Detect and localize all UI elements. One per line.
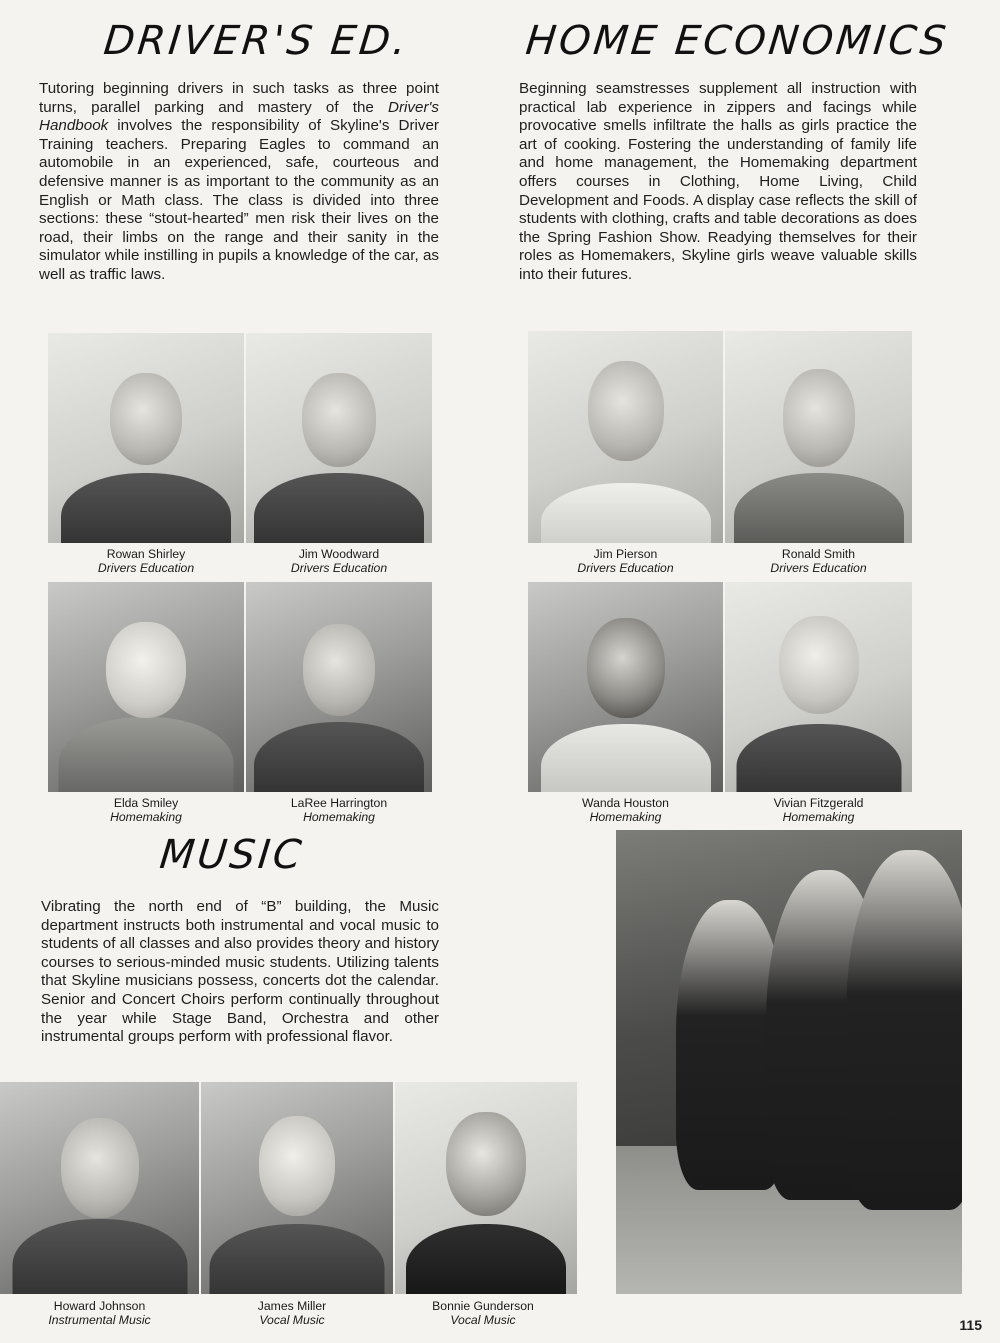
portrait-photo [246,333,432,543]
portrait-photo [48,333,244,543]
caption-laree-harrington: LaRee Harrington Homemaking [290,796,388,824]
home-economics-heading: HOME ECONOMICS [523,18,951,64]
page-number: 115 [959,1317,982,1333]
portrait-photo [725,582,912,792]
caption-vivian-fitzgerald: Vivian Fitzgerald Homemaking [773,796,864,824]
caption-wanda-houston: Wanda Houston Homemaking [582,796,669,824]
band-performance-photo [616,830,962,1294]
caption-james-miller: James Miller Vocal Music [257,1299,327,1327]
drivers-handbook-title: Driver's Handbook [39,98,439,135]
drivers-ed-paragraph: Tutoring beginning drivers in such tasks as three point turns, parallel parking and mastery of the Driver's Handbook involves the responsibility of Skyline's Driver Training teachers. Preparing Eagles to command an automobile in an experienced, safe, courteous and defensive manner is as important to the community as an English or Math class. The class is divided into three sections: these “stout-hearted” men risk their lives on the road, their limbs on the range and their sanity in the simulator while instilling in pupils a knowledge of the car, as well as traffic laws. [39,80,439,283]
caption-jim-pierson: Jim Pierson Drivers Education [577,547,674,575]
music-paragraph: Vibrating the north end of “B” building, the Music department instructs both instrumental and vocal music to students of all classes and also provides theory and history courses to serious-minded music students. Utilizing talents that Skyline musicians possess, concerts dot the calendar. Senior and Concert Choirs perform continually throughout the year while Stage Band, Orchestra and other instrumental groups perform with professional flavor. [41,898,439,1046]
home-economics-paragraph: Beginning seamstresses supplement all instruction with practical lab experience in zippers and facings while provocative smells infiltrate the halls as girls practice the art of cooking. Fostering the understanding of family life and home management, the Homemaking department offers courses in Clothing, Home Living, Child Development and Foods. A display case reflects the skill of students with clothing, crafts and table decorations as does the Spring Fashion Show. Readying themselves for their roles as Homemakers, Skyline girls weave valuable skills into their futures. [519,80,917,283]
portrait-photo [246,582,432,792]
portrait-photo [48,582,244,792]
portrait-photo [395,1082,577,1294]
caption-ronald-smith: Ronald Smith Drivers Education [770,547,867,575]
caption-elda-smiley: Elda Smiley Homemaking [110,796,182,824]
music-heading: MUSIC [157,832,307,878]
drivers-ed-heading: DRIVER'S ED. [101,18,412,64]
portrait-photo [528,331,723,543]
caption-jim-woodward: Jim Woodward Drivers Education [290,547,388,575]
caption-howard-johnson: Howard Johnson Instrumental Music [48,1299,151,1327]
portrait-photo [0,1082,199,1294]
portrait-photo [725,331,912,543]
portrait-photo [201,1082,393,1294]
caption-bonnie-gunderson: Bonnie Gunderson Vocal Music [432,1299,534,1327]
portrait-photo [528,582,723,792]
caption-rowan-shirley: Rowan Shirley Drivers Education [97,547,195,575]
